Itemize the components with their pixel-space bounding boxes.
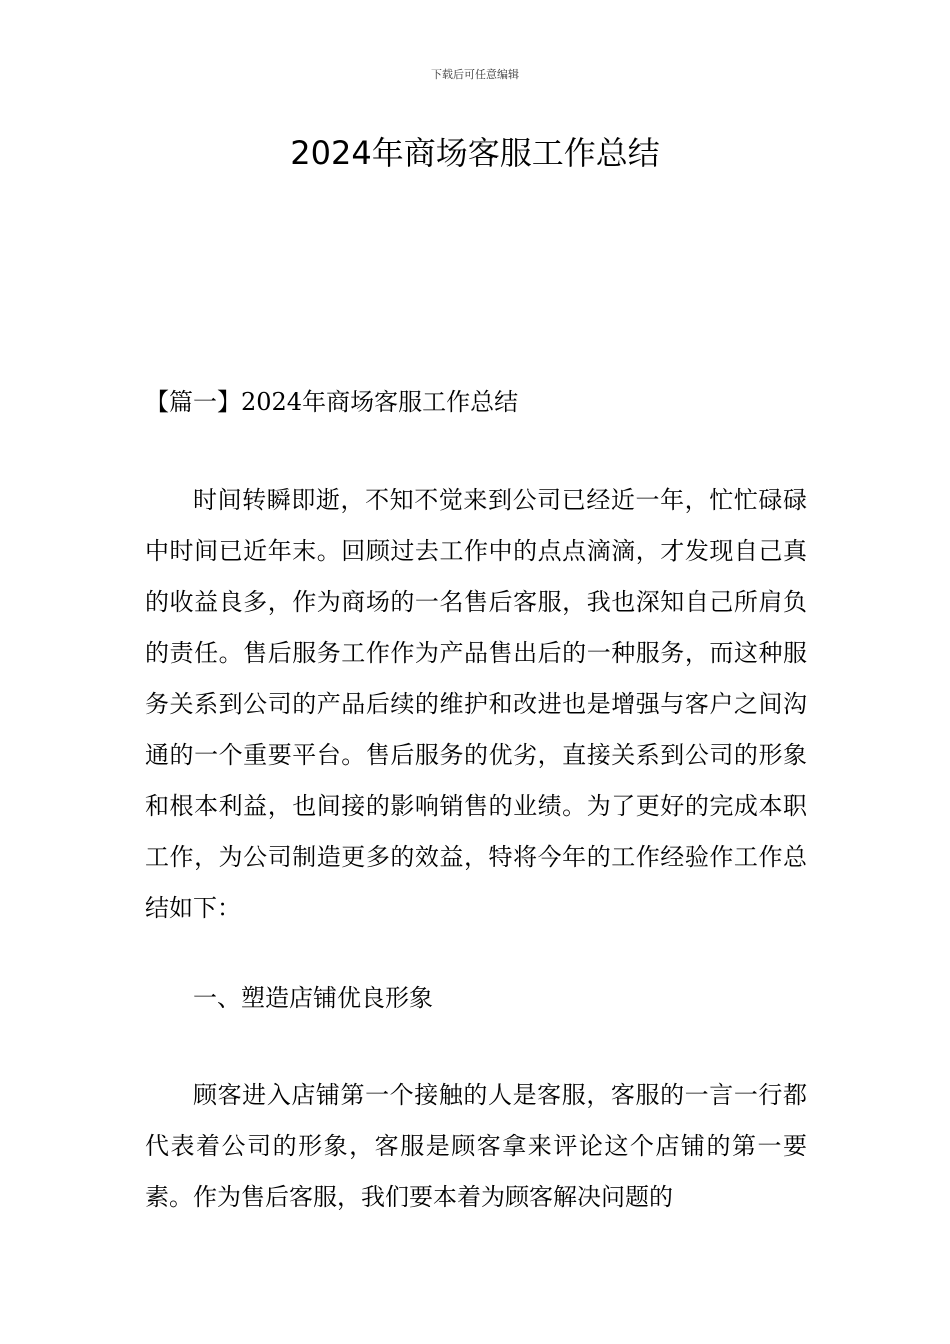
paragraph-intro: 时间转瞬即逝，不知不觉来到公司已经近一年，忙忙碌碌中时间已近年末。回顾过去工作中的点点滴滴，才发现自己真的收益良多，作为商场的一名售后客服，我也深知自己所肩负的责任。售后服务工作作为产品售出后的一种服务，而这种服务关系到公司的产品后续的维护和改进也是增强与客户之间沟通的一个重要平台。售后服务的优劣，直接关系到公司的形象和根本利益，也间接的影响销售的业绩。为了更好的完成本职工作，为公司制造更多的效益，特将今年的工作经验作工作总结如下： — [145, 486, 807, 922]
section-heading: 一、塑造店铺优良形象 — [193, 984, 433, 1012]
paragraph-body: 顾客进入店铺第一个接触的人是客服，客服的一言一行都代表着公司的形象，客服是顾客拿来评论这个店铺的第一要素。作为售后客服，我们要本着为顾客解决问题的 — [145, 1081, 807, 1211]
section-label: 【篇一】2024年商场客服工作总结 — [145, 388, 519, 416]
header-note: 下载后可任意编辑 — [431, 68, 519, 81]
document-title: 2024年商场客服工作总结 — [290, 134, 660, 172]
